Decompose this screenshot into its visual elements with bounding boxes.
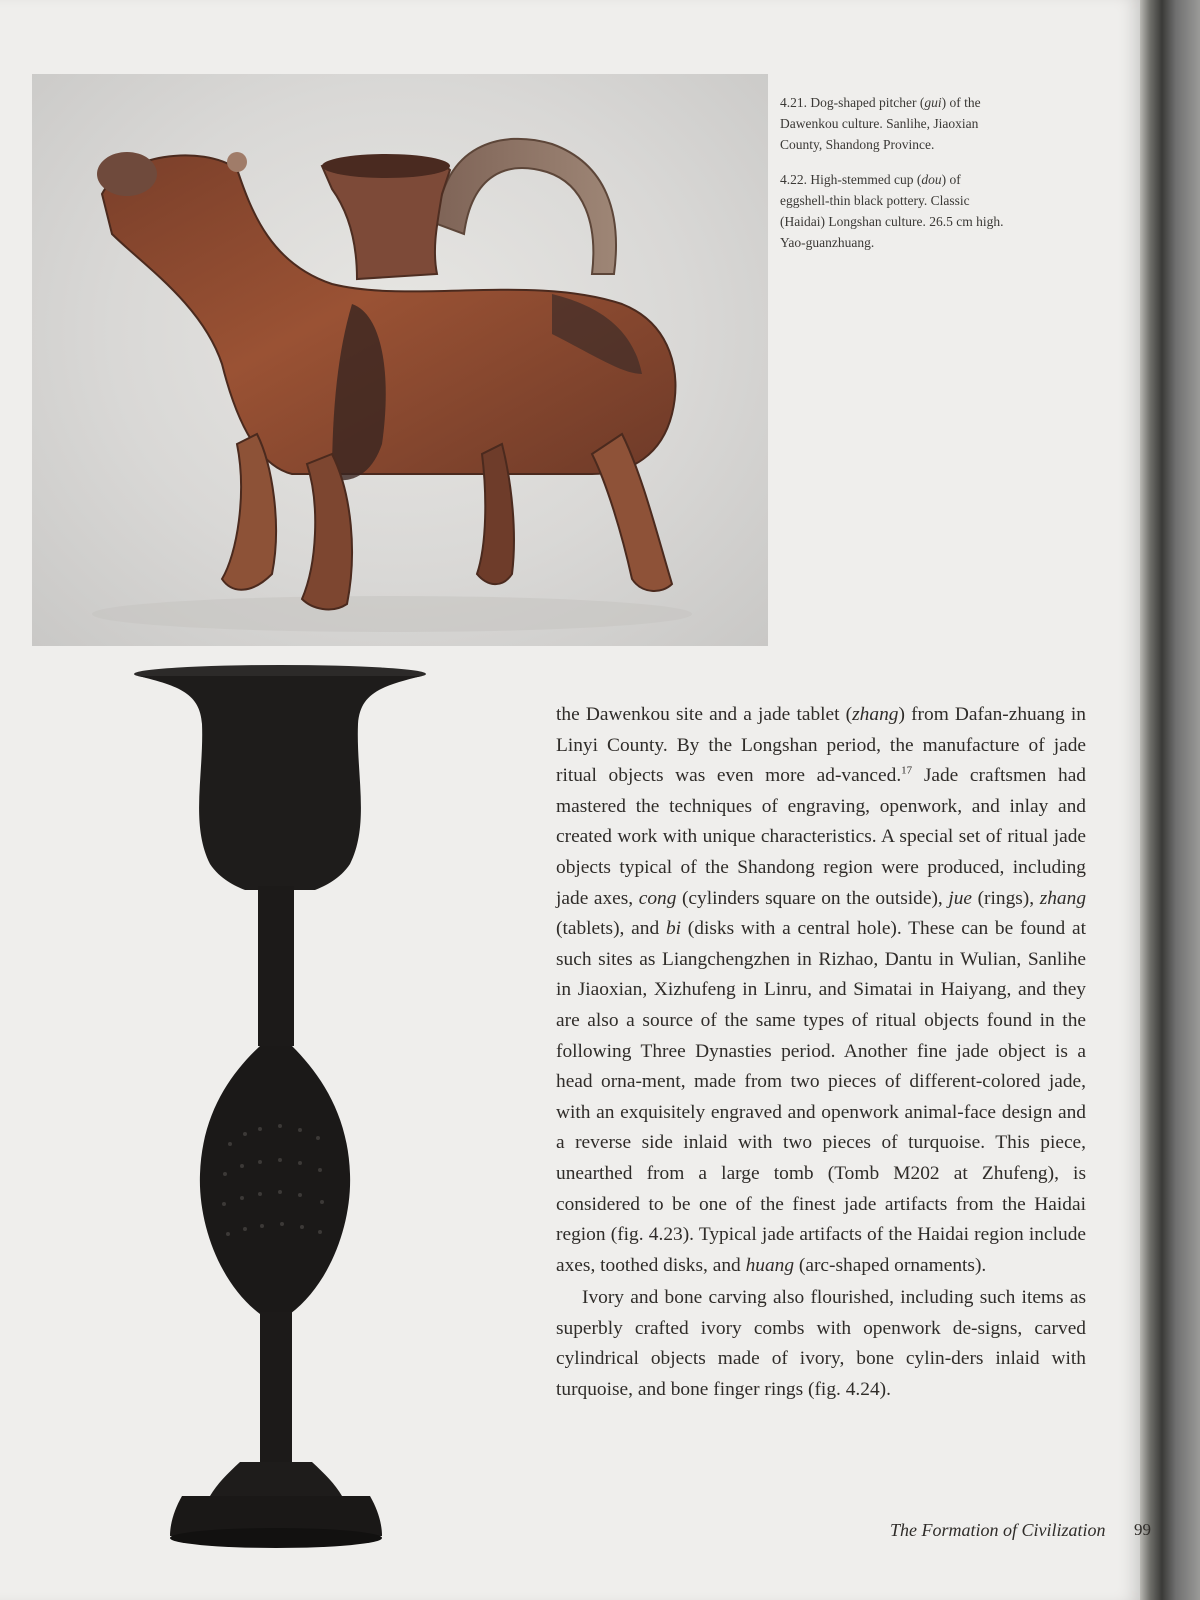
caption-number: 4.21. bbox=[780, 95, 807, 110]
text-run-italic: huang bbox=[745, 1254, 795, 1276]
black-pottery-cup-illustration bbox=[120, 664, 430, 1570]
figure-captions bbox=[780, 92, 1010, 267]
text-run: Jade craftsmen had mastered the techniques of engraving, openwork, and inlay and created work with unique characteristics. A special set of ritual jade objects typical of the Shandong region were produced, including jade axes, bbox=[556, 765, 1086, 909]
body-text bbox=[556, 700, 1086, 1406]
text-run: (rings), bbox=[972, 887, 1040, 909]
caption-text: ) of eggshell-thin black pottery. Classic (Haidai) Longshan culture. 26.5 cm high. Yao-guanzhuang. bbox=[780, 172, 1004, 250]
footnote-marker: 17 bbox=[901, 764, 913, 777]
text-run-italic: cong bbox=[638, 887, 677, 909]
caption-number: 4.22. bbox=[780, 172, 807, 187]
figure-4-21-dog-pitcher-photo bbox=[32, 74, 768, 646]
running-head: The Formation of Civilization bbox=[890, 1520, 1106, 1540]
caption-text: ) of the Dawenkou culture. Sanlihe, Jiaoxian County, Shandong Province. bbox=[780, 95, 981, 152]
caption-4-21 bbox=[780, 92, 1010, 155]
text-run-italic: jue bbox=[948, 887, 973, 909]
page-number: 99 bbox=[1134, 1520, 1151, 1539]
book-binding-edge bbox=[1140, 0, 1200, 1600]
caption-text: Dog-shaped pitcher ( bbox=[807, 95, 925, 110]
text-run: (cylinders square on the outside), bbox=[676, 887, 949, 909]
text-run: (disks with a central hole). These can be found at such sites as Liangchengzhen in Rizhao, Dantu in Wulian, Sanlihe in Jiaoxian, Xizhufeng in Linru, and Simatai in Haiyang, and they are also a source of the same types of ritual objects found in the following Three Dynasties period. Another fine jade object is a head orna-ment, made from two pieces of different-colored jade, with an exquisitely engraved and openwork animal-face design and a reverse side inlaid with two pieces of turquoise. This piece, unearthed from a large tomb (Tomb M202 at Zhufeng), is considered to be one of the finest jade artifacts from the Haidai region (fig. 4.23). Typical jade artifacts of the Haidai region include axes, toothed disks, and bbox=[556, 918, 1086, 1276]
caption-text: High-stemmed cup ( bbox=[807, 172, 922, 187]
text-run: ) from Dafan-zhuang in Linyi County. By the Longshan period, the manufacture of jade ritual objects was even more ad-vanced. bbox=[556, 704, 1086, 787]
dog-pitcher-illustration bbox=[32, 74, 768, 646]
paragraph-jade-objects bbox=[556, 700, 1086, 1281]
text-run: the Dawenkou site and a jade tablet ( bbox=[556, 704, 853, 725]
caption-term: dou bbox=[921, 172, 942, 187]
paragraph-ivory-bone bbox=[556, 1283, 1086, 1405]
caption-4-22 bbox=[780, 169, 1010, 253]
caption-term: gui bbox=[924, 95, 942, 110]
figure-4-22-high-stemmed-cup-photo bbox=[120, 664, 430, 1570]
text-run-italic: zhang bbox=[852, 704, 899, 725]
text-run-italic: bi bbox=[665, 918, 682, 940]
text-run: Ivory and bone carving also flourished, including such items as superbly crafted ivory combs with openwork de-signs, carved cylindrical objects made of ivory, bone cylin-ders inlaid with turquoise, and bone finger rings (fig. 4.24). bbox=[556, 1287, 1086, 1401]
text-run: (tablets), and bbox=[556, 918, 666, 940]
text-run: (arc-shaped ornaments). bbox=[794, 1254, 987, 1276]
text-run-italic: zhang bbox=[1039, 887, 1087, 909]
